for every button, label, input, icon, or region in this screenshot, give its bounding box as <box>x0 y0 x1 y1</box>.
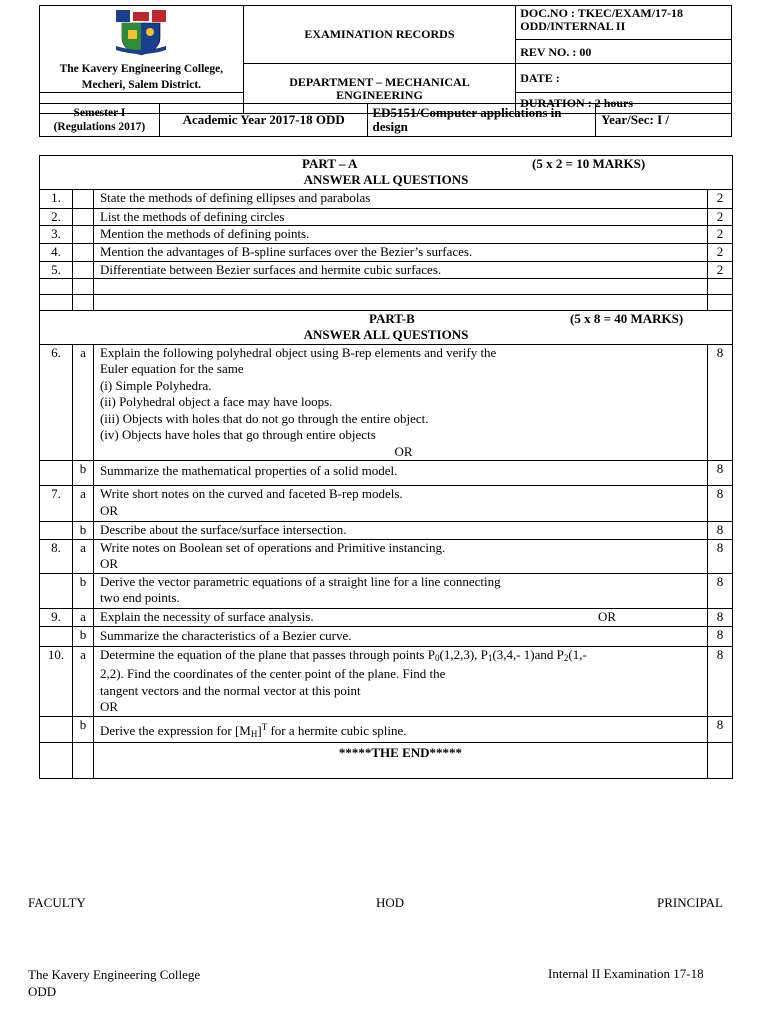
part-b-header <box>40 311 733 345</box>
part-a-marks: (5 x 2 = 10 MARKS) <box>532 156 646 171</box>
table-row: 6. a Explain the following polyhedral object using B-rep elements and verify the Euler equation for the same (i) Simple Polyhedra. (ii) Polyhedral object a face may have loops. (iii) Objects with holes that do not go through the entire object. (iv) Objects have holes that go through entire objects OR 8 <box>40 344 733 461</box>
subject: ED5151/Computer applications in design <box>368 104 596 137</box>
footer-left: The Kavery Engineering College ODD <box>28 967 201 999</box>
question-marks: 8 <box>708 626 733 646</box>
question-text: Explain the necessity of surface analysis. OR <box>93 608 707 626</box>
rev-no: REV NO. : 00 <box>516 40 732 64</box>
table-row: b Summarize the mathematical properties of a solid model. 8 <box>40 461 733 486</box>
records-title: EXAMINATION RECORDS <box>243 6 516 64</box>
principal-signature: PRINCIPAL <box>657 895 723 910</box>
table-row: 10. a Determine the equation of the plane that passes through points P0(1,2,3), P1(3,4,- 1)and P2(1,- 2,2). Find the coordinates of the center point of the plane. Find the tangent vectors and the normal vector at this point OR 8 <box>40 646 733 716</box>
question-text: Determine the equation of the plane that passes through points P0(1,2,3), P1(3,4,- 1)and P2(1,- 2,2). Find the coordinates of the center point of the plane. Find the tangent vectors and the normal vector at this point OR <box>93 646 707 716</box>
semester: Semester I (Regulations 2017) <box>40 104 160 137</box>
duration: DURATION : 2 hours <box>516 93 732 114</box>
table-row: 4. Mention the advantages of B-spline surfaces over the Bezier’s surfaces. 2 <box>40 243 733 261</box>
question-marks: 8 <box>708 486 733 522</box>
footer-right: Internal II Examination 17-18 <box>548 966 704 981</box>
date-field: DATE : <box>516 64 732 93</box>
question-marks: 2 <box>708 261 733 279</box>
question-text: Derive the vector parametric equations of a straight line for a line connecting two end points. <box>93 573 707 608</box>
question-text: Describe about the surface/surface intersection. <box>93 522 707 540</box>
college-location: Mecheri, Salem District. <box>81 79 202 91</box>
table-row: 2. List the methods of defining circles 2 <box>40 208 733 226</box>
part-b-title: PART-B <box>369 311 415 326</box>
question-text: Differentiate between Bezier surfaces and hermite cubic surfaces. <box>93 261 707 279</box>
year-sec: Year/Sec: I / <box>596 104 732 137</box>
question-text: List the methods of defining circles <box>93 208 707 226</box>
question-text: Mention the advantages of B-spline surfaces over the Bezier’s surfaces. <box>93 243 707 261</box>
question-marks: 8 <box>708 573 733 608</box>
table-row: 7. a Write short notes on the curved and faceted B-rep models. OR 8 <box>40 486 733 522</box>
table-row: b Derive the expression for [MH]$^T$ for a hermite cubic spline. 8 <box>40 716 733 743</box>
or-label: OR <box>99 502 118 518</box>
doc-no: DOC.NO : TKEC/EXAM/17-18 ODD/INTERNAL II <box>516 6 732 40</box>
college-logo <box>116 10 166 56</box>
empty-row <box>40 295 733 311</box>
question-marks: 8 <box>708 461 733 486</box>
question-marks: 8 <box>708 522 733 540</box>
question-text: Summarize the mathematical properties of a solid model. <box>93 461 707 486</box>
part-b-marks: (5 x 8 = 40 MARKS) <box>570 311 684 326</box>
faculty-signature: FACULTY <box>28 895 86 910</box>
question-text: State the methods of defining ellipses and parabolas <box>93 189 707 208</box>
question-text: Derive the expression for [MH]$^T$ for a hermite cubic spline. <box>93 716 707 743</box>
question-text: Summarize the characteristics of a Bezier curve. <box>93 626 707 646</box>
college-name: The Kavery Engineering College, <box>59 63 224 75</box>
question-text: Explain the following polyhedral object using B-rep elements and verify the Euler equation for the same (i) Simple Polyhedra. (ii) Polyhedral object a face may have loops. (iii) Objects with holes that do not go through the entire object. (iv) Objects have holes that go through entire objects OR <box>93 344 707 461</box>
empty-row <box>40 279 733 295</box>
table-row: b Describe about the surface/surface intersection. 8 <box>40 522 733 540</box>
table-row: b Summarize the characteristics of a Bezier curve. 8 <box>40 626 733 646</box>
table-row: 1. State the methods of defining ellipses and parabolas 2 <box>40 189 733 208</box>
question-text: Write short notes on the curved and faceted B-rep models. OR <box>93 486 707 522</box>
question-marks: 2 <box>708 226 733 244</box>
question-marks: 8 <box>708 608 733 626</box>
end-marker: *****THE END***** <box>93 743 707 779</box>
end-row <box>40 743 733 779</box>
header-table <box>39 5 732 114</box>
question-marks: 8 <box>708 646 733 716</box>
table-row: b Derive the vector parametric equations of a straight line for a line connecting two end points. 8 <box>40 573 733 608</box>
part-a-header <box>40 156 733 190</box>
question-marks: 8 <box>708 539 733 573</box>
hod-signature: HOD <box>376 895 405 910</box>
part-a-title: PART – A <box>302 156 358 171</box>
part-a-instruction: ANSWER ALL QUESTIONS <box>303 172 469 187</box>
table-row: 5. Differentiate between Bezier surfaces and hermite cubic surfaces. 2 <box>40 261 733 279</box>
or-label: OR <box>99 699 118 714</box>
table-row: 8. a Write notes on Boolean set of operations and Primitive instancing. OR 8 <box>40 539 733 573</box>
question-text: Write notes on Boolean set of operations and Primitive instancing. OR <box>93 539 707 573</box>
department: DEPARTMENT – MECHANICAL ENGINEERING <box>243 64 516 114</box>
questions-table <box>39 155 733 779</box>
question-marks: 2 <box>708 243 733 261</box>
question-marks: 8 <box>708 716 733 743</box>
academic-year: Academic Year 2017-18 ODD <box>159 104 368 137</box>
college-cell <box>40 6 244 93</box>
table-row: 3. Mention the methods of defining points. 2 <box>40 226 733 244</box>
or-label: OR <box>597 608 616 624</box>
question-marks: 8 <box>708 344 733 461</box>
part-b-instruction: ANSWER ALL QUESTIONS <box>303 327 469 342</box>
question-text: Mention the methods of defining points. <box>93 226 707 244</box>
table-row: 9. a Explain the necessity of surface analysis. OR 8 <box>40 608 733 626</box>
question-marks: 2 <box>708 189 733 208</box>
or-label: OR <box>99 556 118 571</box>
question-marks: 2 <box>708 208 733 226</box>
or-label: OR <box>394 443 413 459</box>
header-row-2 <box>39 103 732 137</box>
